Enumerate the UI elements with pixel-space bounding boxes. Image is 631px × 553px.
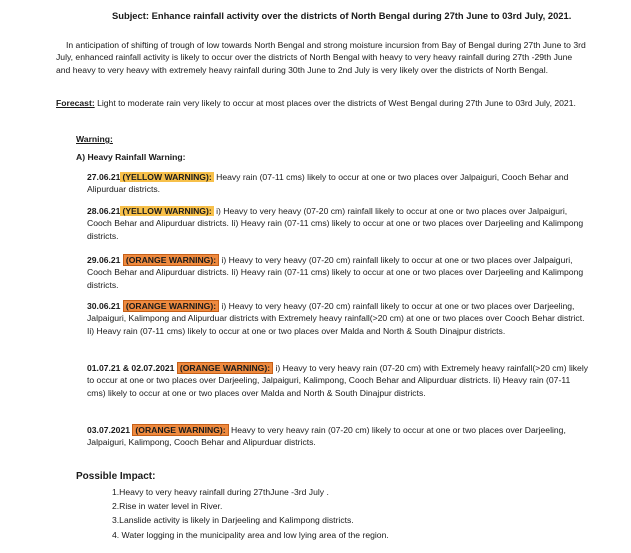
warning-date: 03.07.2021 bbox=[87, 425, 133, 435]
subject-heading: Subject: Enhance rainfall activity over the districts of North Bengal during 27th June to 03rd July, 2021. bbox=[112, 10, 572, 21]
warning-entry bbox=[87, 362, 591, 399]
list-item: 4. Water logging in the municipality area and low lying area of the region. bbox=[112, 529, 389, 540]
orange-warning-badge: (ORANGE WARNING): bbox=[177, 362, 273, 374]
list-item: 1.Heavy to very heavy rainfall during 27thJune -3rd July . bbox=[112, 487, 329, 497]
orange-warning-badge: (ORANGE WARNING): bbox=[123, 254, 219, 266]
warning-text: Heavy rain (07-11 cms) likely to occur at one or two places over Jalpaiguri, Cooch Behar and Alipurduar districts. bbox=[87, 172, 569, 195]
intro-paragraph: In anticipation of shifting of trough of low towards North Bengal and strong moisture incursion from Bay of Bengal during 27th June to 3rd July, enhanced rainfall activity is likely to occur over the districts of North Bengal with heavy to very heavy rainfall during 27th -29th June and heavy to very heavy with extremely heavy rainfall during 30th June to 2nd July is very likely over the districts of North Bengal. bbox=[56, 40, 586, 75]
list-item: 3.Lanslide activity is likely in Darjeeling and Kalimpong districts. bbox=[112, 515, 354, 526]
possible-impact-title: Possible Impact: bbox=[76, 471, 156, 482]
yellow-warning-badge: (YELLOW WARNING): bbox=[122, 172, 212, 182]
orange-warning-badge: (ORANGE WARNING): bbox=[123, 300, 219, 312]
warning-entry bbox=[87, 300, 591, 337]
warning-text: i) Heavy to very heavy (07-20 cm) rainfall likely to occur at one or two places over Jalpaiguri, Cooch Behar and Alipurduar districts. Ii) Heavy rain (07-11 cms) likely to occur at one or two places over Darjeeling and Kalimpong districts. bbox=[87, 255, 584, 290]
warning-entry bbox=[87, 171, 591, 196]
orange-warning-badge: (ORANGE WARNING): bbox=[132, 424, 228, 436]
warning-text: Heavy to very heavy rain (07-20 cm) likely to occur at one or two places over Darjeeling, Jalpaiguri, Kalimpong, Cooch Behar and Alipurduar districts. bbox=[87, 425, 566, 448]
list-item: 2.Rise in water level in River. bbox=[112, 501, 223, 512]
warning-entry bbox=[87, 424, 591, 449]
impact-list bbox=[112, 485, 389, 542]
forecast-text: Light to moderate rain very likely to occur at most places over the districts of West Bengal during 27th June to 03rd July, 2021. bbox=[94, 98, 576, 108]
warning-text: i) Heavy to very heavy (07-20 cm) rainfall likely to occur at one or two places over Jalpaiguri, Cooch Behar and Alipurduar districts. Ii) Heavy rain (07-11 cms) likely to occur at one or two places over Darjeeling and Kalimpong districts. bbox=[87, 206, 584, 241]
warning-entry bbox=[87, 254, 591, 291]
forecast-paragraph bbox=[56, 97, 588, 109]
warning-title: Warning: bbox=[76, 134, 113, 144]
warning-date: 01.07.21 & 02.07.2021 bbox=[87, 363, 177, 373]
heavy-rainfall-warning-title: A) Heavy Rainfall Warning: bbox=[76, 152, 186, 162]
warning-date: 28.06.21 bbox=[87, 206, 121, 216]
warning-entry bbox=[87, 205, 591, 242]
warning-text: i) Heavy to very heavy (07-20 cm) rainfall likely to occur at one or two places over Darjeeling, Jalpaiguri, Kalimpong and Alipurduar districts with Extremely heavy rainfall(>20 cm) at one or two places over Cooch Behar district. Ii) Heavy rain (07-11 cms) likely to occur at one or two places over Malda and North & South Dinajpur districts. bbox=[87, 301, 585, 336]
warning-date: 29.06.21 bbox=[87, 255, 123, 265]
forecast-label: Forecast: bbox=[56, 98, 95, 108]
warning-date: 30.06.21 bbox=[87, 301, 123, 311]
yellow-warning-badge: (YELLOW WARNING): bbox=[122, 206, 212, 216]
warning-text: i) Heavy to very heavy rain (07-20 cm) with Extremely heavy rainfall(>20 cm) likely to occur at one or two places over Darjeeling, Jalpaiguri, Kalimpong, Cooch Behar and Alipurduar districts. Ii) Heavy rain (07-11 cms) likely to occur at one or two places over Malda and North & South Dinajpur districts. bbox=[87, 363, 589, 398]
warning-date: 27.06.21 bbox=[87, 172, 121, 182]
